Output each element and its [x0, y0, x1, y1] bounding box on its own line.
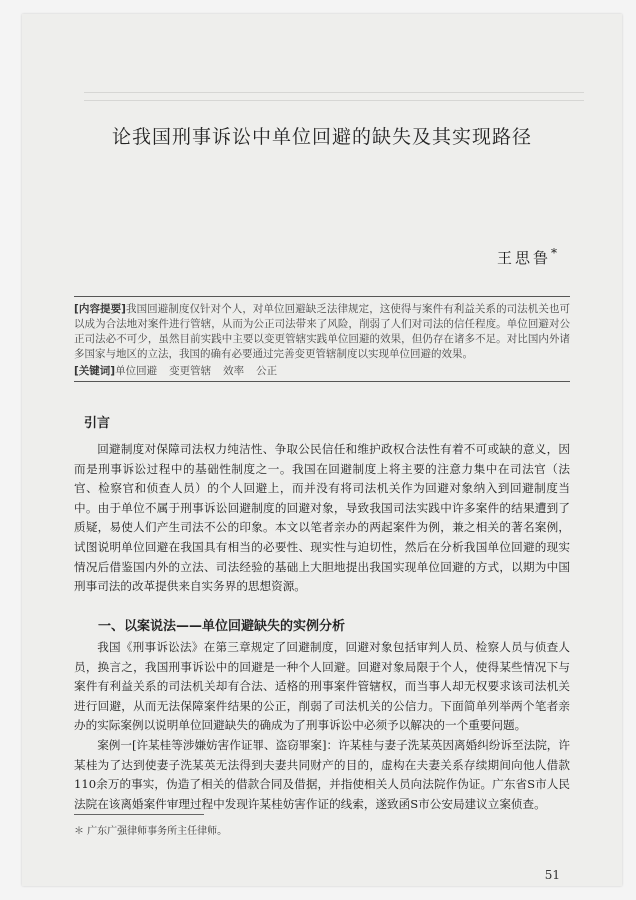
page-number: 51: [544, 868, 560, 882]
author-name: 王思鲁: [496, 249, 551, 267]
abstract-box: [74, 296, 570, 382]
abstract: [74, 302, 570, 362]
section1-heading: 一、以案说法——单位回避缺失的实例分析: [98, 619, 346, 634]
keywords-label: [关键词]: [74, 365, 116, 377]
paper-page: [22, 14, 622, 886]
intro-heading: 引言: [84, 416, 111, 431]
header-rule-2: [84, 100, 584, 101]
keyword: 效率: [223, 365, 245, 377]
keyword: 公正: [256, 365, 278, 377]
abstract-text: 我国回避制度仅针对个人，对单位回避缺乏法律规定，这使得与案件有利益关系的司法机关也可以成为合法地对案件进行管辖，从而为公正司法带来了风险，削弱了人们对司法的信任程度。单位回避对公正司法必不可少，虽然目前实践中主要以变更管辖实践单位回避的效果，但仍存在诸多不足。对比国内外诸多国家与地区的立法，我国的确有必要通过完善变更管辖制度以实现单位回避的效果。: [74, 303, 570, 360]
footnote: ＊ 广东广强律师事务所主任律师。: [74, 826, 228, 837]
case1-paragraph: 案例一[许某桂等涉嫌妨害作证罪、盗窃罪案]：许某桂与妻子洗某英因离婚纠纷诉至法院，许某桂为了达到使妻子洗某英无法得到夫妻共同财产的目的，虚构在夫妻关系存续期间向他人借款110余万的事实，伪造了相关的借款合同及借据，并指使相关人员向法院作伪证。广东省S市人民法院在该离婚案件审理过程中发现许某桂妨害作证的线索，遂致函S市公安局建议立案侦查。: [74, 738, 570, 811]
keywords: [74, 364, 570, 379]
author-footnote-mark: *: [551, 246, 560, 260]
abstract-label: [内容提要]: [74, 303, 126, 315]
header-rule: [84, 92, 584, 93]
article-title: 论我国刑事诉讼中单位回避的缺失及其实现路径: [111, 126, 532, 148]
footnote-rule: [74, 814, 204, 815]
author-line: [497, 246, 560, 268]
keyword: 单位回避: [115, 365, 158, 377]
keyword: 变更管辖: [169, 365, 212, 377]
intro-paragraph: 回避制度对保障司法权力纯洁性、争取公民信任和维护政权合法性有着不可或缺的意义，因而是刑事诉讼过程中的基础性制度之一。我国在回避制度上将主要的注意力集中在司法官（法官、检察官和侦查人员）的个人回避上，而并没有将司法机关作为回避对象纳入到回避制度当中。由于单位不属于刑事诉讼回避制度的回避对象，导致我国司法实践中许多案件的结果遭到了质疑，易使人们产生司法不公的印象。本文以笔者亲办的两起案件为例，兼之相关的著名案例，试图说明单位回避在我国具有相当的必要性、现实性与迫切性，然后在分析我国单位回避的现实情况后借鉴国内外的立法、司法经验的基础上大胆地提出我国实现单位回避的方式，以期为中国刑事司法的改革提供来自实务界的思想资源。: [74, 442, 570, 594]
section1-paragraph: 我国《刑事诉讼法》在第三章规定了回避制度，回避对象包括审判人员、检察人员与侦查人员，换言之，我国刑事诉讼中的回避是一种个人回避。回避对象局限于个人，使得某些情况下与案件有利益关系的司法机关却有合法、适格的刑事案件管辖权，而当事人却无权要求该司法机关进行回避，从而无法保障案件结果的公正，削弱了司法机关的公信力。下面简单列举两个笔者亲办的实际案例以说明单位回避缺失的确成为了刑事诉讼中必须予以解决的一个重要问题。: [74, 640, 570, 733]
